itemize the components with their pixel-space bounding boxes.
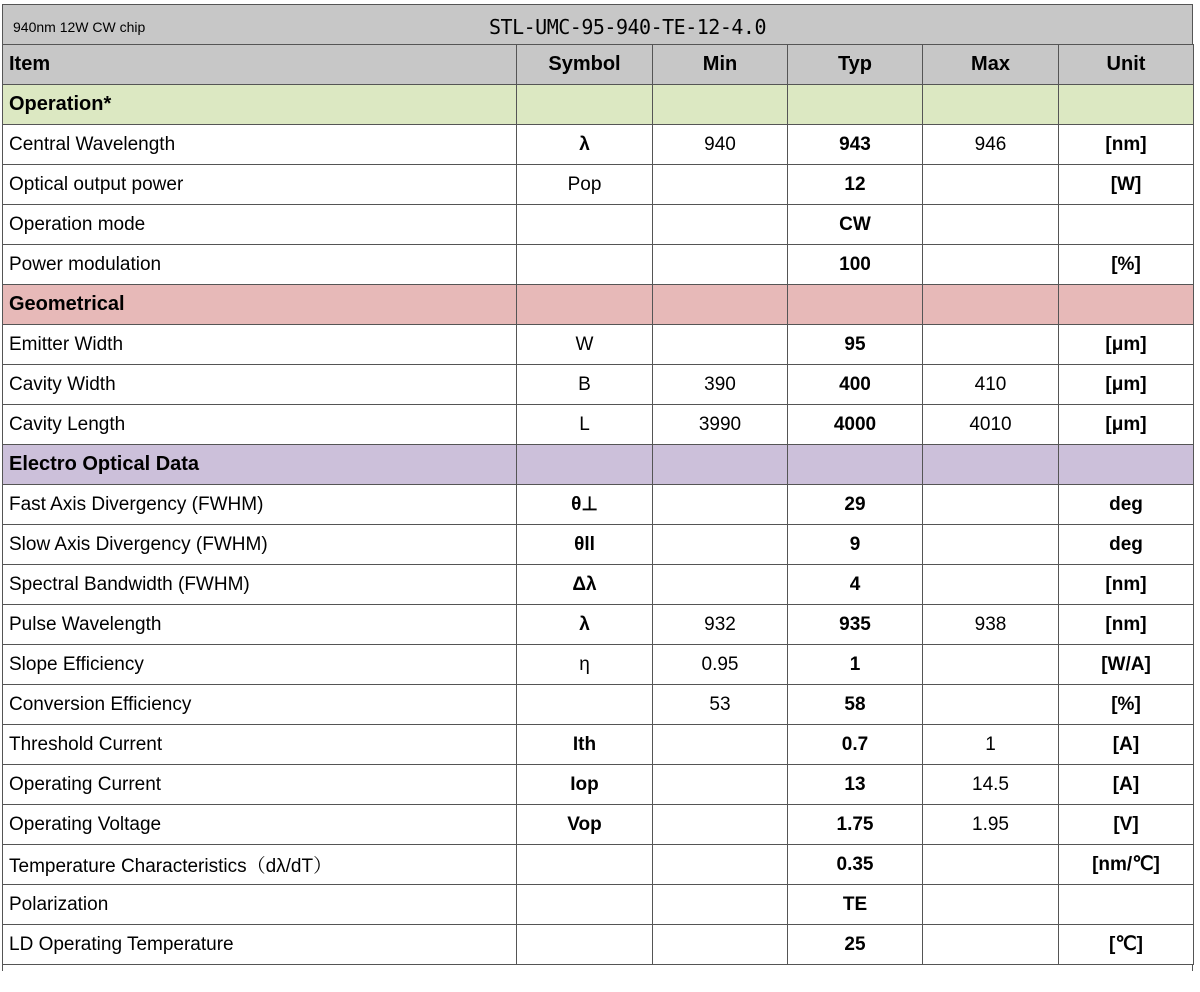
cell-symbol: θll: [517, 525, 653, 565]
section-label: Operation*: [3, 85, 517, 125]
cell-unit: [1059, 885, 1194, 925]
table-row: [3, 405, 1194, 445]
table-row: [3, 485, 1194, 525]
cell-max: [923, 565, 1059, 605]
table-row: [3, 685, 1194, 725]
header-row: [3, 45, 1194, 85]
cell-unit: [1059, 205, 1194, 245]
cell-unit: [nm]: [1059, 565, 1194, 605]
cell-unit: [nm/℃]: [1059, 845, 1194, 885]
cell-max: 14.5: [923, 765, 1059, 805]
cell-max: 938: [923, 605, 1059, 645]
cell-max: 1: [923, 725, 1059, 765]
table-row: [3, 245, 1194, 285]
cell-item: Slope Efficiency: [3, 645, 517, 685]
table-row: [3, 925, 1194, 965]
cell-typ: 0.7: [788, 725, 923, 765]
table-row: [3, 845, 1194, 885]
table-row: [3, 645, 1194, 685]
table-row: [3, 725, 1194, 765]
section-label: Geometrical: [3, 285, 517, 325]
cell-symbol: [517, 245, 653, 285]
section-electro-optical: [3, 445, 1194, 485]
cell-min: [653, 205, 788, 245]
cell-typ: 1.75: [788, 805, 923, 845]
cell-unit: [W/A]: [1059, 645, 1194, 685]
cell-typ: 943: [788, 125, 923, 165]
cell-unit: [W]: [1059, 165, 1194, 205]
cell-item: Slow Axis Divergency (FWHM): [3, 525, 517, 565]
cell-typ: CW: [788, 205, 923, 245]
cell-symbol: Iop: [517, 765, 653, 805]
cell-item: Emitter Width: [3, 325, 517, 365]
cell-symbol: [517, 925, 653, 965]
cell-min: [653, 805, 788, 845]
cell-symbol: λ: [517, 605, 653, 645]
spec-table: [2, 44, 1194, 965]
table-row: [3, 125, 1194, 165]
cell-max: 1.95: [923, 805, 1059, 845]
table-row: [3, 325, 1194, 365]
cell-max: [923, 165, 1059, 205]
cell-symbol: [517, 205, 653, 245]
cell-typ: 935: [788, 605, 923, 645]
cell-min: 932: [653, 605, 788, 645]
table-row: [3, 565, 1194, 605]
cell-min: [653, 485, 788, 525]
cell-min: 53: [653, 685, 788, 725]
table-row: [3, 605, 1194, 645]
cell-item: Operating Current: [3, 765, 517, 805]
cell-min: [653, 525, 788, 565]
cell-item: Cavity Width: [3, 365, 517, 405]
section-geometrical: [3, 285, 1194, 325]
cell-max: [923, 885, 1059, 925]
table-row: [3, 365, 1194, 405]
cell-symbol: [517, 685, 653, 725]
cell-max: 4010: [923, 405, 1059, 445]
col-header-unit: Unit: [1059, 45, 1194, 85]
cell-item: Cavity Length: [3, 405, 517, 445]
cell-item: Fast Axis Divergency (FWHM): [3, 485, 517, 525]
cell-symbol: η: [517, 645, 653, 685]
cell-item: Central Wavelength: [3, 125, 517, 165]
cell-unit: [A]: [1059, 765, 1194, 805]
cell-symbol: λ: [517, 125, 653, 165]
cell-symbol: [517, 885, 653, 925]
cell-symbol: Ith: [517, 725, 653, 765]
cell-typ: 25: [788, 925, 923, 965]
cell-typ: 95: [788, 325, 923, 365]
cell-min: 940: [653, 125, 788, 165]
cell-item: Conversion Efficiency: [3, 685, 517, 725]
cell-max: [923, 485, 1059, 525]
cell-min: [653, 845, 788, 885]
table-row: [3, 805, 1194, 845]
cell-max: [923, 685, 1059, 725]
cell-typ: 9: [788, 525, 923, 565]
cell-item: Operating Voltage: [3, 805, 517, 845]
cell-symbol: θ⊥: [517, 485, 653, 525]
cell-item: Temperature Characteristics（dλ/dT）: [3, 845, 517, 885]
chip-description: 940nm 12W CW chip: [13, 19, 146, 35]
cell-max: 946: [923, 125, 1059, 165]
table-row: [3, 765, 1194, 805]
cell-min: [653, 245, 788, 285]
col-header-min: Min: [653, 45, 788, 85]
cell-min: [653, 325, 788, 365]
cell-unit: [V]: [1059, 805, 1194, 845]
cell-item: Operation mode: [3, 205, 517, 245]
cell-item: LD Operating Temperature: [3, 925, 517, 965]
cell-typ: 0.35: [788, 845, 923, 885]
cell-min: 0.95: [653, 645, 788, 685]
cell-symbol: [517, 845, 653, 885]
part-number: STL-UMC-95-940-TE-12-4.0: [489, 15, 766, 39]
cell-unit: [%]: [1059, 245, 1194, 285]
spec-sheet: [2, 4, 1193, 971]
cell-min: [653, 885, 788, 925]
table-row: [3, 885, 1194, 925]
section-operation: [3, 85, 1194, 125]
cell-item: Spectral Bandwidth (FWHM): [3, 565, 517, 605]
cell-typ: TE: [788, 885, 923, 925]
cell-unit: [μm]: [1059, 405, 1194, 445]
cell-item: Power modulation: [3, 245, 517, 285]
table-bottom-edge: [2, 965, 1193, 971]
cell-item: Optical output power: [3, 165, 517, 205]
cell-symbol: Pop: [517, 165, 653, 205]
cell-item: Pulse Wavelength: [3, 605, 517, 645]
cell-min: [653, 725, 788, 765]
cell-unit: [A]: [1059, 725, 1194, 765]
cell-typ: 400: [788, 365, 923, 405]
cell-min: [653, 925, 788, 965]
cell-symbol: W: [517, 325, 653, 365]
table-row: [3, 165, 1194, 205]
cell-unit: deg: [1059, 525, 1194, 565]
cell-max: [923, 205, 1059, 245]
col-header-symbol: Symbol: [517, 45, 653, 85]
cell-max: 410: [923, 365, 1059, 405]
cell-typ: 12: [788, 165, 923, 205]
cell-max: [923, 845, 1059, 885]
cell-max: [923, 325, 1059, 365]
cell-min: [653, 565, 788, 605]
section-label: Electro Optical Data: [3, 445, 517, 485]
cell-min: [653, 165, 788, 205]
table-row: [3, 525, 1194, 565]
cell-max: [923, 525, 1059, 565]
cell-min: 3990: [653, 405, 788, 445]
col-header-typ: Typ: [788, 45, 923, 85]
cell-typ: 58: [788, 685, 923, 725]
cell-typ: 4000: [788, 405, 923, 445]
cell-item: Threshold Current: [3, 725, 517, 765]
cell-unit: [nm]: [1059, 125, 1194, 165]
cell-max: [923, 925, 1059, 965]
cell-typ: 1: [788, 645, 923, 685]
cell-typ: 13: [788, 765, 923, 805]
cell-unit: [℃]: [1059, 925, 1194, 965]
cell-unit: [μm]: [1059, 325, 1194, 365]
cell-item: Polarization: [3, 885, 517, 925]
cell-symbol: Vop: [517, 805, 653, 845]
cell-typ: 4: [788, 565, 923, 605]
col-header-item: Item: [3, 45, 517, 85]
cell-typ: 100: [788, 245, 923, 285]
cell-unit: [%]: [1059, 685, 1194, 725]
cell-symbol: Δλ: [517, 565, 653, 605]
cell-unit: deg: [1059, 485, 1194, 525]
cell-min: 390: [653, 365, 788, 405]
cell-max: [923, 645, 1059, 685]
col-header-max: Max: [923, 45, 1059, 85]
cell-unit: [nm]: [1059, 605, 1194, 645]
table-row: [3, 205, 1194, 245]
cell-symbol: L: [517, 405, 653, 445]
cell-min: [653, 765, 788, 805]
cell-typ: 29: [788, 485, 923, 525]
title-bar: [2, 4, 1193, 44]
cell-symbol: B: [517, 365, 653, 405]
cell-max: [923, 245, 1059, 285]
cell-unit: [μm]: [1059, 365, 1194, 405]
